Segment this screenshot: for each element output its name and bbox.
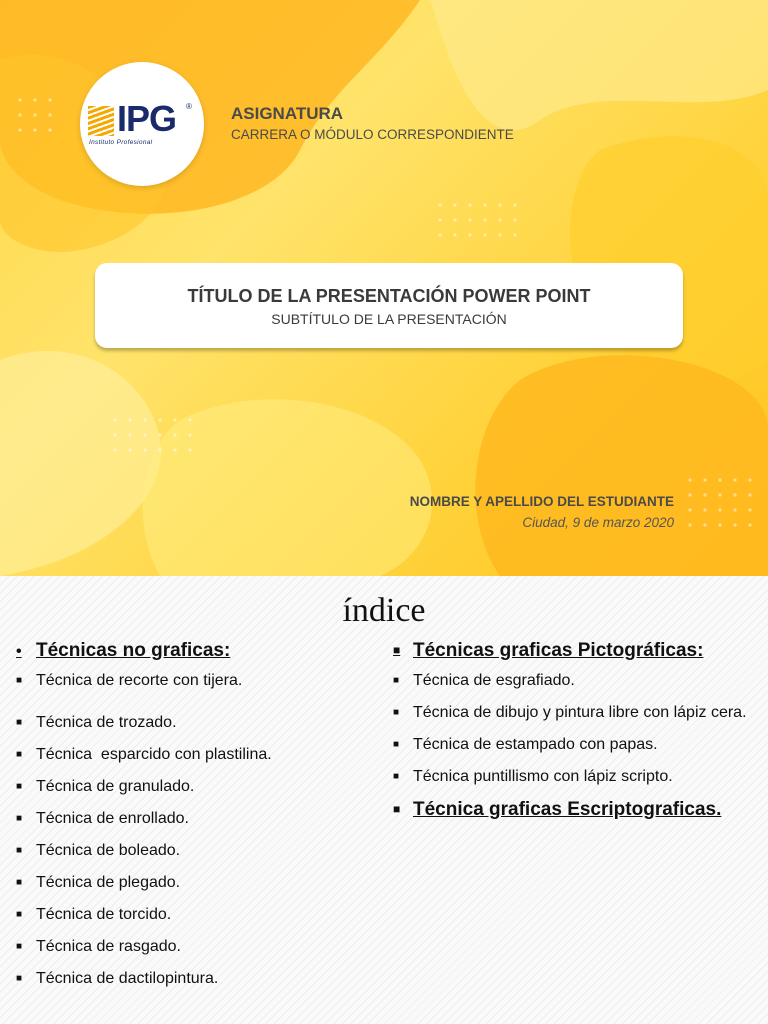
list-item-text: Técnica puntillismo con lápiz scripto. xyxy=(413,768,673,785)
list-item-text: Técnica esparcido con plastilina. xyxy=(36,746,272,763)
list-item-text: Técnica de recorte con tijera. xyxy=(36,672,243,689)
square-bullet-icon: ■ xyxy=(16,973,23,984)
square-bullet-icon: ■ xyxy=(393,707,400,718)
square-bullet-icon: ■ xyxy=(16,717,23,728)
index-slide xyxy=(0,576,768,1024)
list-item xyxy=(393,767,751,789)
square-bullet-icon: ■ xyxy=(16,909,23,920)
student-name: NOMBRE Y APELLIDO DEL ESTUDIANTE xyxy=(409,494,674,509)
list-item-text: Técnica de dibujo y pintura libre con lápiz cera. xyxy=(413,704,747,721)
logo-subtitle: Instituto Profesional xyxy=(89,139,153,146)
square-bullet-icon: ■ xyxy=(16,877,23,888)
list-item xyxy=(16,809,356,831)
left-heading-text: Técnicas no graficas: xyxy=(36,640,231,661)
square-bullet-icon: ■ xyxy=(393,675,400,686)
square-bullet-icon: ■ xyxy=(393,739,400,750)
list-item-text: Técnica de rasgado. xyxy=(36,938,181,955)
bullet-icon: • xyxy=(16,643,22,660)
presentation-subtitle: SUBTÍTULO DE LA PRESENTACIÓN xyxy=(271,311,507,327)
list-item xyxy=(16,745,356,767)
list-item-text: Técnica de enrollado. xyxy=(36,810,189,827)
registered-mark: ® xyxy=(186,102,192,111)
list-item xyxy=(16,969,356,991)
list-item-text: Técnica de trozado. xyxy=(36,714,177,731)
right-heading-2-text: Técnica graficas Escriptograficas. xyxy=(413,799,722,820)
square-bullet-icon: ■ xyxy=(16,845,23,856)
list-item-text: Técnica de dactilopintura. xyxy=(36,970,219,987)
list-item-text: Técnica de granulado. xyxy=(36,778,195,795)
square-bullet-icon: ■ xyxy=(16,781,23,792)
right-heading-text: Técnicas graficas Pictográficas: xyxy=(413,640,704,661)
ipg-logo xyxy=(88,98,196,150)
list-item xyxy=(16,873,356,895)
list-item-text: Técnica de torcido. xyxy=(36,906,172,923)
list-item xyxy=(16,713,356,735)
square-bullet-icon: ■ xyxy=(393,643,401,657)
square-bullet-icon: ■ xyxy=(16,749,23,760)
list-item xyxy=(16,937,356,959)
list-item-text: Técnica de boleado. xyxy=(36,842,181,859)
list-item xyxy=(393,671,751,693)
list-item-text: Técnica de plegado. xyxy=(36,874,181,891)
list-item-text: Técnica de estampado con papas. xyxy=(413,736,658,753)
list-item xyxy=(16,841,356,863)
presentation-date: Ciudad, 9 de marzo 2020 xyxy=(522,515,674,530)
list-item-text: Técnica de esgrafiado. xyxy=(413,672,575,689)
list-item xyxy=(16,777,356,799)
left-column xyxy=(16,638,356,991)
presentation-title: TÍTULO DE LA PRESENTACIÓN POWER POINT xyxy=(187,286,591,306)
right-heading-2 xyxy=(393,799,751,822)
square-bullet-icon: ■ xyxy=(393,771,400,782)
list-item xyxy=(393,735,751,757)
career-module: CARRERA O MÓDULO CORRESPONDIENTE xyxy=(231,127,514,142)
sun-icon xyxy=(88,106,114,136)
right-column xyxy=(393,638,751,822)
course-name: ASIGNATURA xyxy=(231,104,344,123)
square-bullet-icon: ■ xyxy=(393,802,401,816)
square-bullet-icon: ■ xyxy=(16,675,23,686)
title-box xyxy=(95,263,683,348)
list-item xyxy=(16,905,356,927)
logo-brand: IPG xyxy=(117,98,177,139)
index-title: índice xyxy=(342,592,426,629)
right-heading xyxy=(393,638,751,665)
list-item xyxy=(16,671,356,693)
square-bullet-icon: ■ xyxy=(16,813,23,824)
left-heading xyxy=(16,638,356,665)
square-bullet-icon: ■ xyxy=(16,941,23,952)
list-item xyxy=(393,703,751,725)
